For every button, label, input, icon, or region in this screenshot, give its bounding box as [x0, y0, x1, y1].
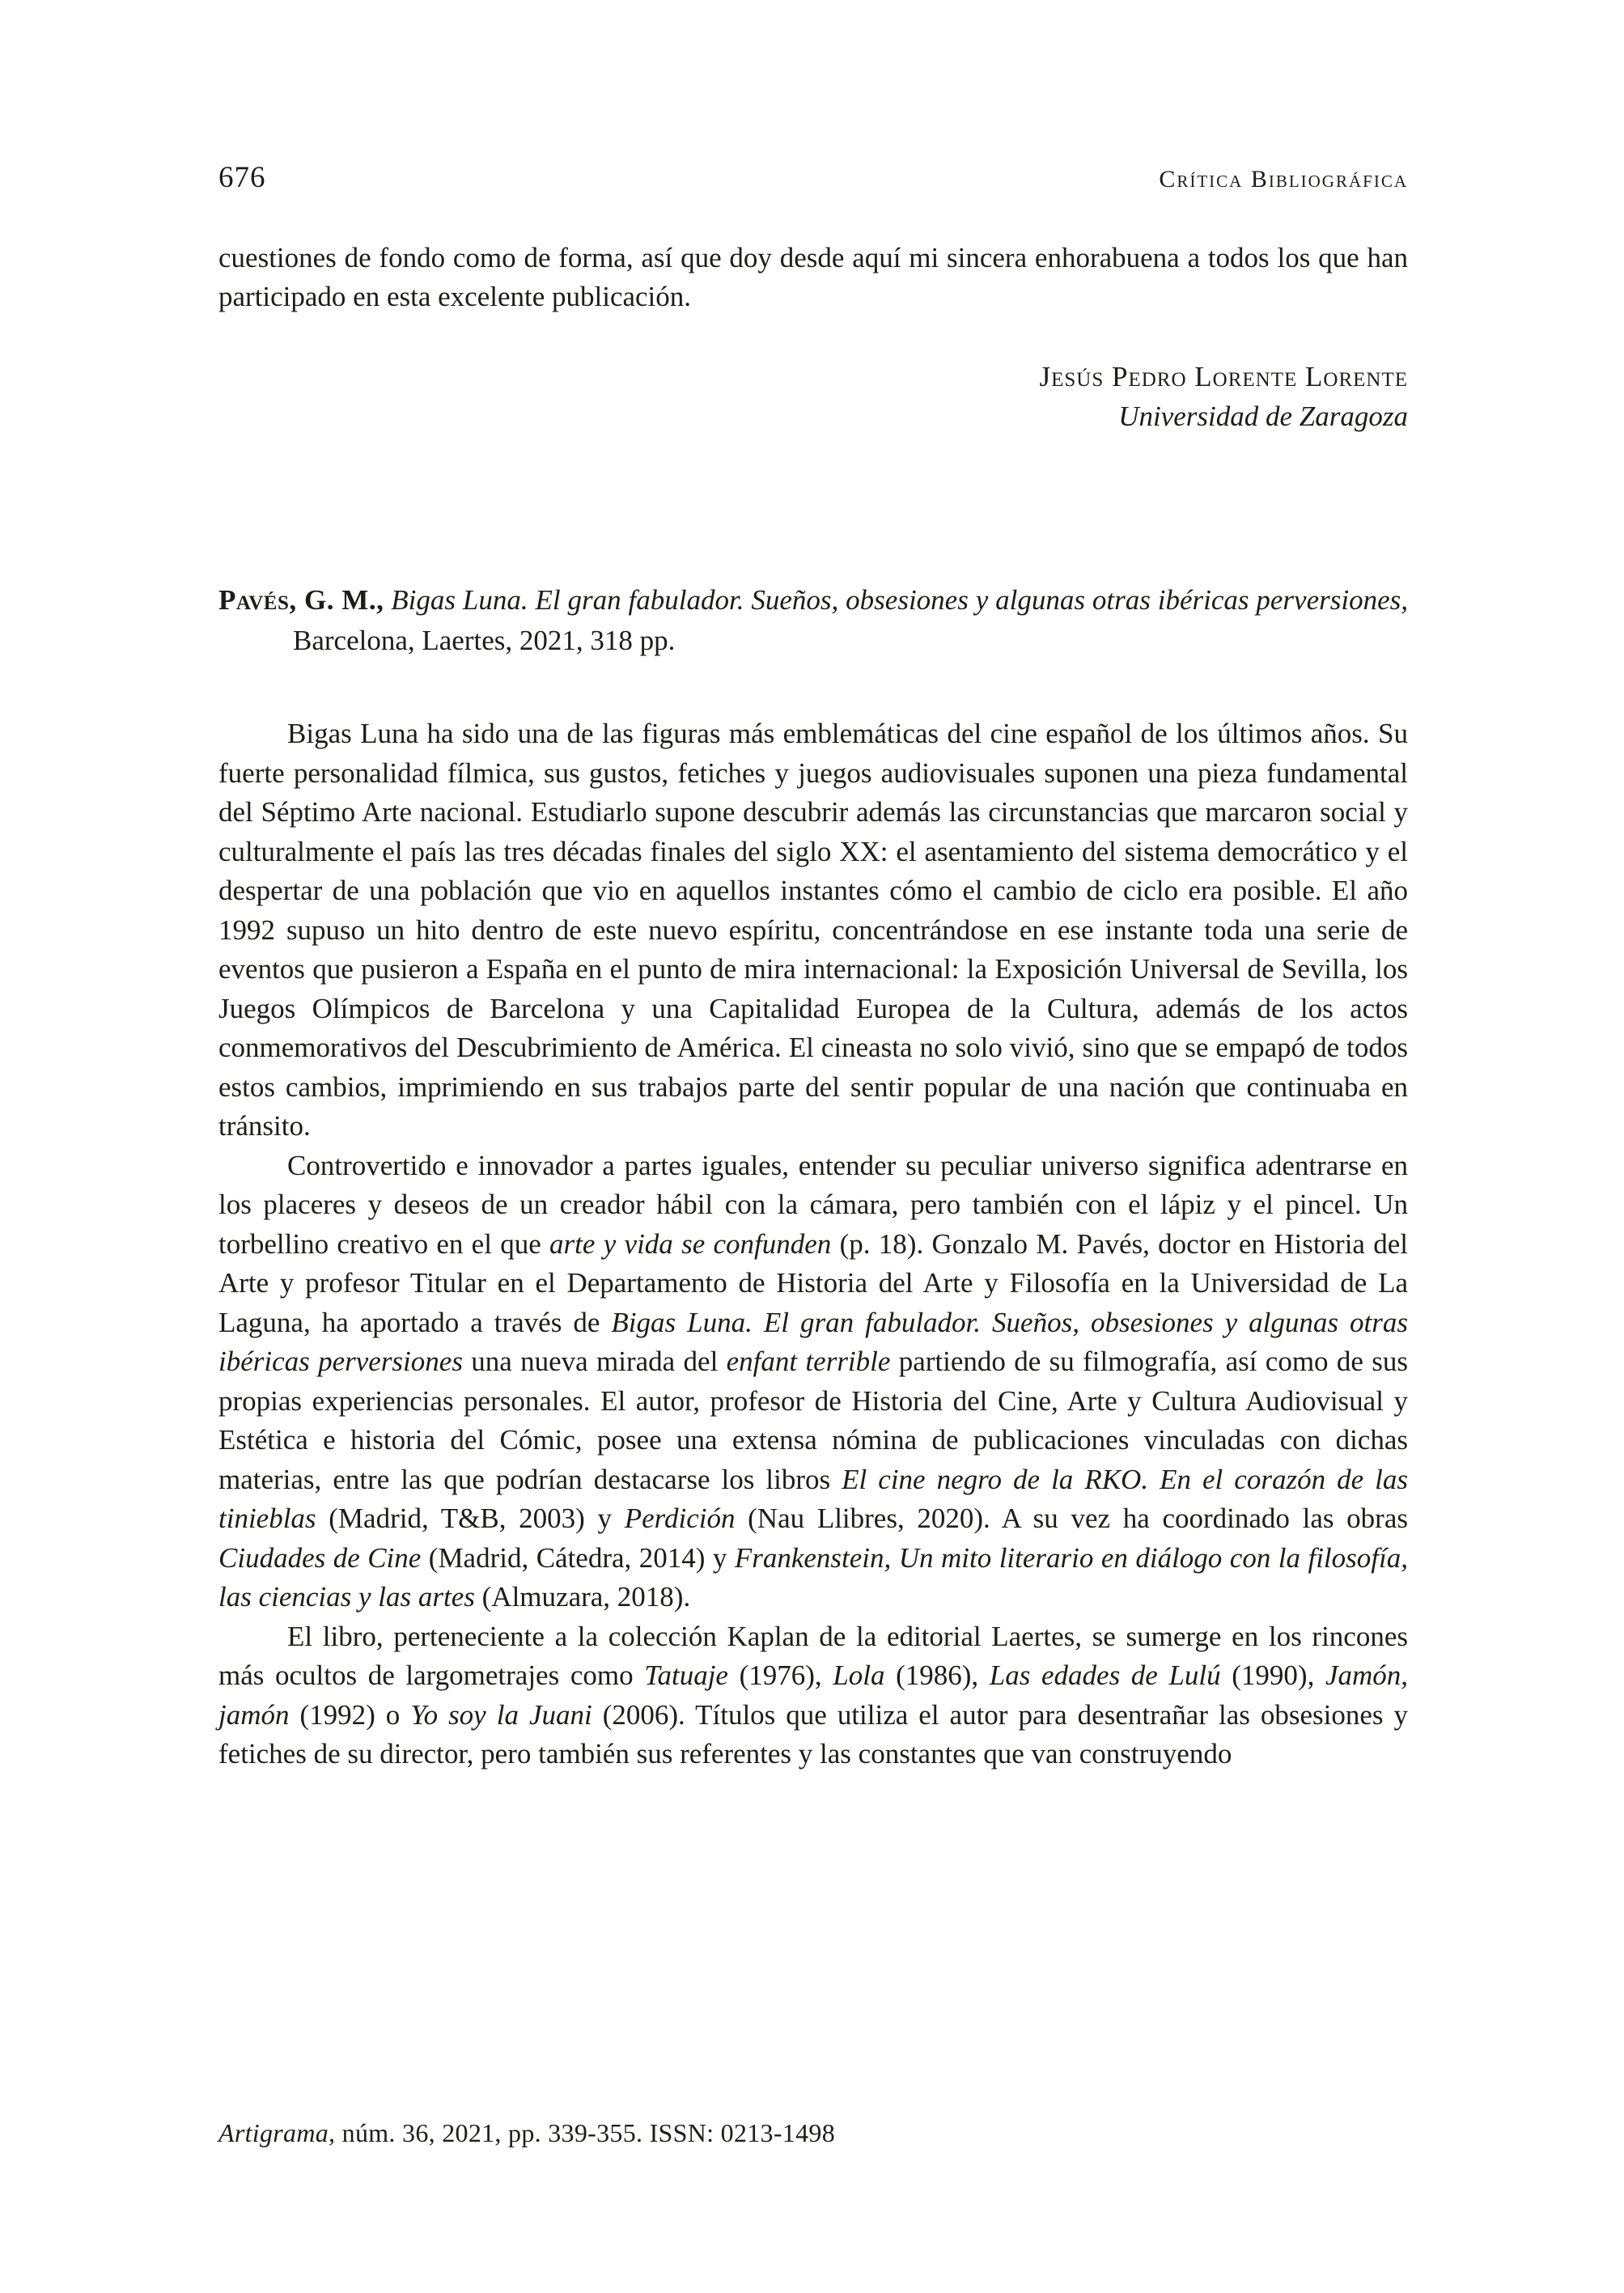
text-run: El libro, perteneciente a la colección Kaplan de la editorial Laertes, se sumerge en los rincones más ocultos de largometrajes como	[218, 1620, 1408, 1691]
text-run: Frankenstein, Un mito literario en diálogo con la filosofía, las ciencias y las artes	[218, 1541, 1408, 1613]
text-run: arte y vida se confunden	[549, 1227, 832, 1260]
review-body	[218, 714, 1408, 1774]
page-number: 676	[218, 161, 266, 194]
text-run: Controvertido e innovador a partes iguales, entender su peculiar universo significa adentrarse en los placeres y deseos de un creador hábil con la cámara, pero también con el lápiz y el pincel. Un torbellino creativo en el que	[218, 1149, 1408, 1260]
text-run: Artigrama,	[218, 2118, 336, 2147]
review-paragraph	[218, 1617, 1408, 1774]
text-run: Bigas Luna ha sido una de las figuras más emblemáticas del cine español de los últimos años. Su fuerte personalidad fílmica, sus gustos, fetiches y juegos audiovisuales suponen una pieza fundamental del Séptimo Arte nacional. Estudiarlo supone descubrir además las circunstancias que marcaron social y culturalmente el país las tres décadas finales del siglo XX: el asentamiento del sistema democrático y el despertar de una población que vio en aquellos instantes cómo el cambio de ciclo era posible. El año 1992 supuso un hito dentro de este nuevo espíritu, concentrándose en ese instante toda una serie de eventos que pusieron a España en el punto de mira internacional: la Exposición Universal de Sevilla, los Juegos Olímpicos de Barcelona y una Capitalidad Europea de la Cultura, además de los actos conmemorativos del Descubrimiento de América. El cineasta no solo vivió, sino que se empapó de todos estos cambios, imprimiendo en sus trabajos parte del sentir popular de una nación que continuaba en tránsito.	[218, 718, 1408, 1142]
text-run: (Madrid, Cátedra, 2014) y	[421, 1541, 735, 1574]
text-run: (1990),	[1220, 1659, 1325, 1691]
text-run: (1986),	[884, 1659, 990, 1691]
text-run: Bigas Luna. El gran fabulador. Sueños, obsesiones y algunas otras ibéricas perversiones,	[391, 584, 1408, 616]
text-run: (1992) o	[289, 1698, 411, 1731]
closing-paragraph: cuestiones de fondo como de forma, así que doy desde aquí mi sincera enhorabuena a todos los que han participado en esta excelente publicación.	[218, 242, 1408, 312]
text-run	[384, 584, 391, 616]
journal-footer	[218, 2118, 835, 2148]
reviewer-affiliation: Universidad de Zaragoza	[1118, 401, 1408, 432]
text-run: Lola	[833, 1659, 885, 1691]
review-paragraph	[218, 1146, 1408, 1617]
text-run: El cine negro de la RKO. En el corazón de las tinieblas	[218, 1463, 1408, 1534]
text-run: Jamón, jamón	[218, 1659, 1409, 1731]
book-reference	[218, 580, 1408, 661]
text-run: Bigas Luna. El gran fabulador. Sueños, obsesiones y algunas otras ibéricas perversiones	[218, 1306, 1408, 1377]
text-run: Pavés, G. M.,	[218, 584, 384, 616]
text-run: núm. 36, 2021, pp. 339-355. ISSN: 0213-1498	[335, 2118, 835, 2147]
running-head: Crítica Bibliográfica	[1159, 166, 1408, 193]
text-run: (1976),	[727, 1659, 833, 1691]
text-run: Barcelona, Laertes, 2021, 318 pp.	[293, 625, 676, 656]
text-run: partiendo de su filmografía, así como de sus propias experiencias personales. El autor, profesor de Historia del Cine, Arte y Cultura Audiovisual y Estética e historia del Cómic, posee una extensa nómina de publicaciones vinculadas con dichas materias, entre las que podrían destacarse los libros	[218, 1346, 1408, 1495]
text-run: Perdición	[624, 1503, 736, 1534]
page-header	[218, 160, 1408, 195]
reviewer-name: Jesús Pedro Lorente Lorente	[1039, 361, 1408, 392]
text-run: (p. 18). Gonzalo M. Pavés, doctor en Historia del Arte y profesor Titular en el Departamento de Historia del Arte y Filosofía en la Universidad de La Laguna, ha aportado a través de	[218, 1227, 1408, 1338]
text-run: enfant terrible	[726, 1346, 891, 1377]
text-run: (Almuzara, 2018).	[474, 1581, 691, 1613]
review-paragraph	[218, 714, 1408, 1146]
text-run: (2006). Títulos que utiliza el autor para desentrañar las obsesiones y fetiches de su director, pero también sus referentes y las constantes que van construyendo	[218, 1698, 1409, 1770]
signature-block	[218, 357, 1408, 436]
text-run: Ciudades de Cine	[218, 1541, 422, 1574]
text-run: Yo soy la Juani	[410, 1698, 592, 1731]
text-run: una nueva mirada del	[462, 1346, 727, 1377]
text-run: Las edades de Lulú	[989, 1659, 1221, 1691]
text-run: (Madrid, T&B, 2003) y	[316, 1503, 625, 1534]
text-run: Tatuaje	[644, 1659, 728, 1691]
text-run: (Nau Llibres, 2020). A su vez ha coordinado las obras	[735, 1503, 1408, 1534]
